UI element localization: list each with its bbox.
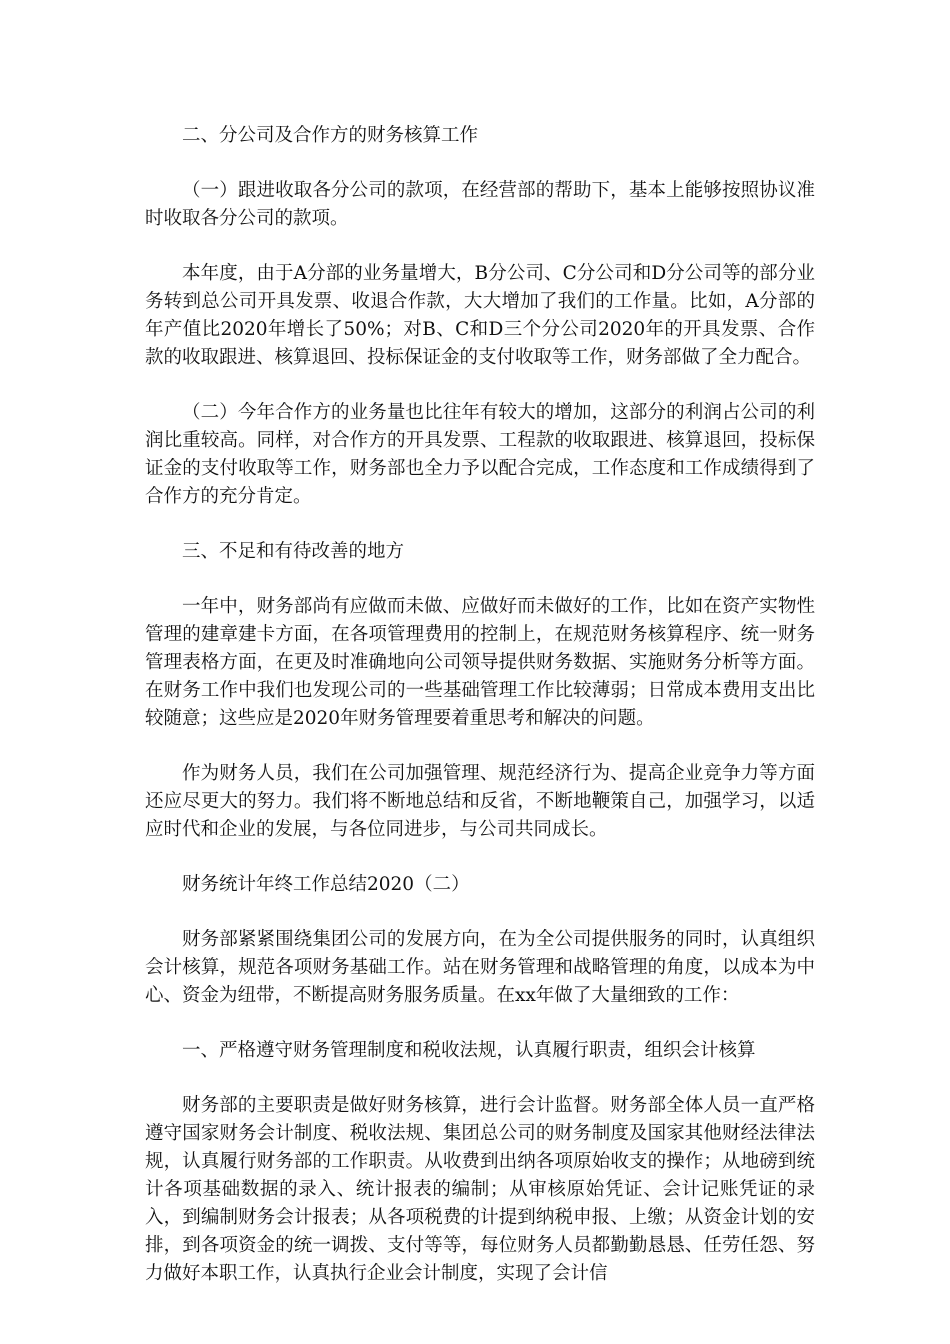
paragraph: （二）今年合作方的业务量也比往年有较大的增加，这部分的利润占公司的利润比重较高。同样，对合作方的开具发票、工程款的收取跟进、核算退回，投标保证金的支付收取等工作，财务部也全力予以配合完成，工作态度和工作成绩得到了合作方的充分肯定。 — [145, 402, 815, 507]
section-heading: 一、严格遵守财务管理制度和税收法规，认真履行职责，组织会计核算 — [182, 1040, 756, 1061]
section-heading: 二、分公司及合作方的财务核算工作 — [182, 125, 479, 146]
document-title: 财务统计年终工作总结2020（二） — [182, 874, 470, 895]
paragraph: 本年度，由于A分部的业务量增大，B分公司、C分公司和D分公司等的部分业务转到总公司开具发票、收退合作款，大大增加了我们的工作量。比如，A分部的年产值比2020年增长了50%；对B、C和D三个分公司2020年的开具发票、合作款的收取跟进、核算退回、投标保证金的支付收取等工作，财务部做了全力配合。 — [145, 263, 815, 368]
paragraph: 财务部紧紧围绕集团公司的发展方向，在为全公司提供服务的同时，认真组织会计核算，规范各项财务基础工作。站在财务管理和战略管理的角度，以成本为中心、资金为纽带，不断提高财务服务质量。在xx年做了大量细致的工作： — [145, 929, 815, 1006]
paragraph: 一年中，财务部尚有应做而未做、应做好而未做好的工作，比如在资产实物性管理的建章建卡方面，在各项管理费用的控制上，在规范财务核算程序、统一财务管理表格方面，在更及时准确地向公司领导提供财务数据、实施财务分析等方面。在财务工作中我们也发现公司的一些基础管理工作比较薄弱；日常成本费用支出比较随意；这些应是2020年财务管理要着重思考和解决的问题。 — [145, 596, 815, 729]
paragraph: 财务部的主要职责是做好财务核算，进行会计监督。财务部全体人员一直严格遵守国家财务会计制度、税收法规、集团总公司的财务制度及国家其他财经法律法规，认真履行财务部的工作职责。从收费到出纳各项原始收支的操作；从地磅到统计各项基础数据的录入、统计报表的编制；从审核原始凭证、会计记账凭证的录入，到编制财务会计报表；从各项税费的计提到纳税申报、上缴；从资金计划的安排，到各项资金的统一调拨、支付等等，每位财务人员都勤勤恳恳、任劳任怨、努力做好本职工作，认真执行企业会计制度，实现了会计信 — [145, 1095, 815, 1284]
paragraph: （一）跟进收取各分公司的款项，在经营部的帮助下，基本上能够按照协议准时收取各分公司的款项。 — [145, 180, 815, 229]
document-body — [145, 122, 815, 1315]
section-heading: 三、不足和有待改善的地方 — [182, 541, 405, 562]
paragraph: 作为财务人员，我们在公司加强管理、规范经济行为、提高企业竞争力等方面还应尽更大的努力。我们将不断地总结和反省，不断地鞭策自己，加强学习，以适应时代和企业的发展，与各位同进步，与公司共同成长。 — [145, 763, 815, 840]
